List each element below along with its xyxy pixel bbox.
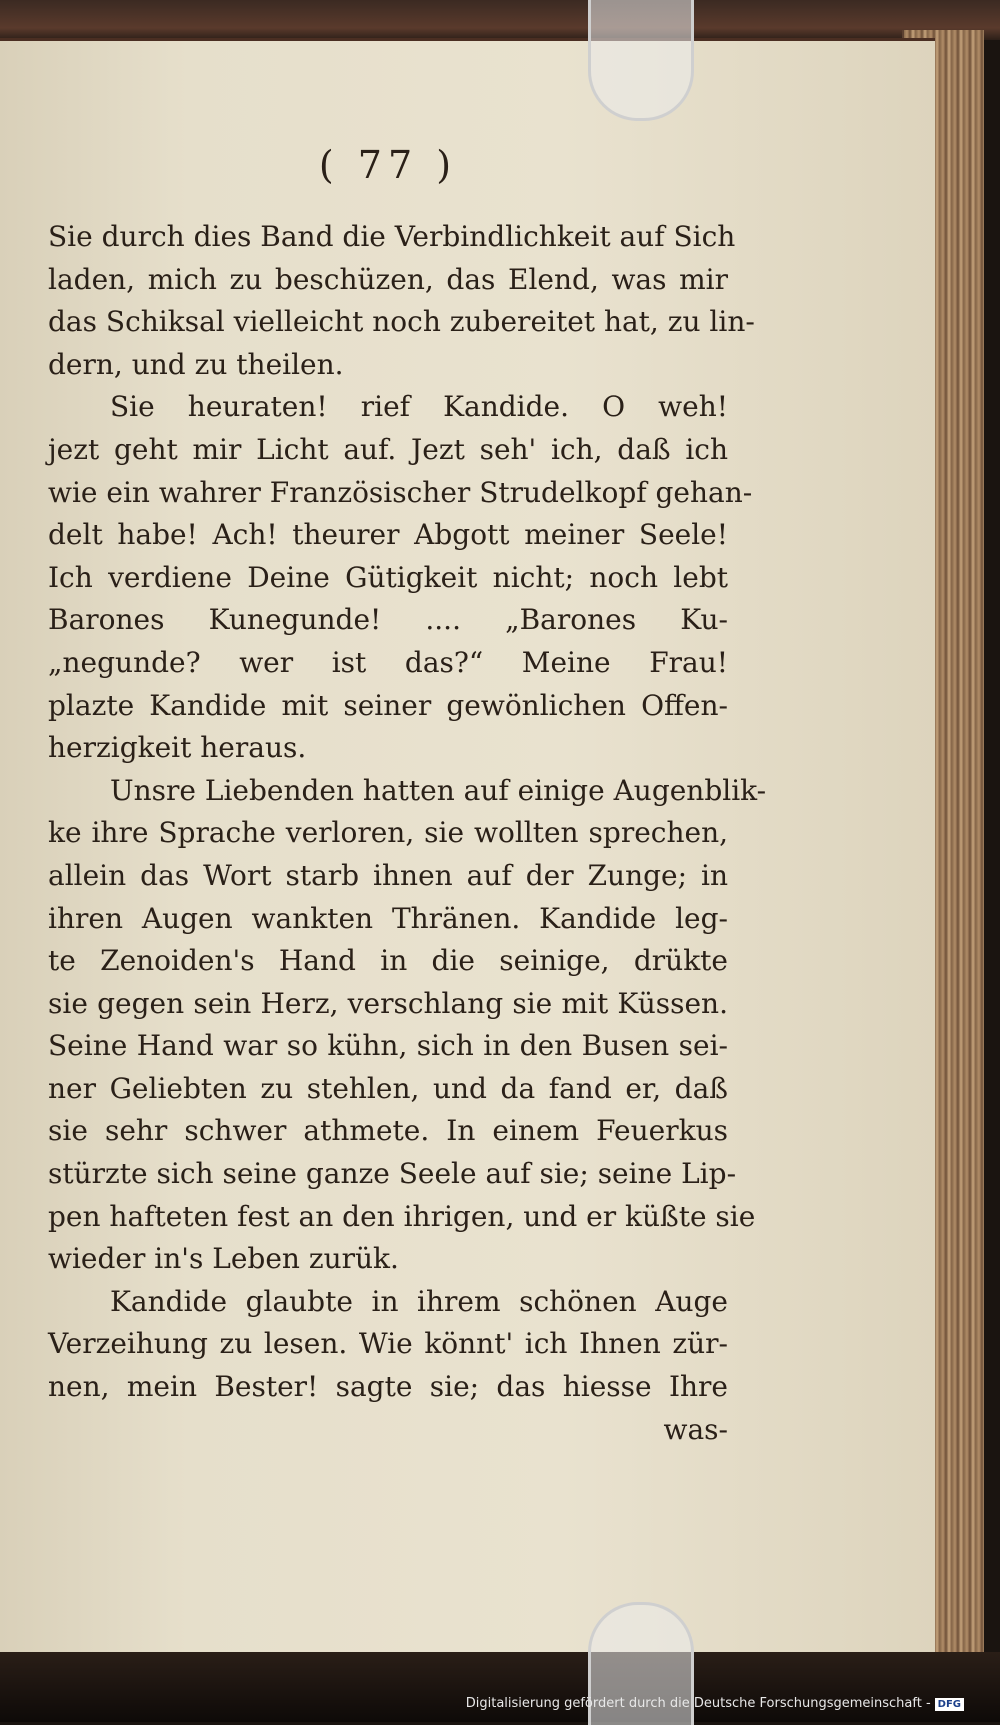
text-line: stürzte sich seine ganze Seele auf sie; seine Lip- — [48, 1157, 737, 1191]
text-line: das Schiksal vielleicht noch zubereitet hat, zu lin- — [48, 305, 755, 339]
page-clip-top — [588, 0, 694, 121]
text-line: Verzeihung zu lesen. Wie könnt' ich Ihnen zür- — [48, 1327, 728, 1361]
text-lines — [48, 216, 767, 1451]
book-cover-bottom — [0, 1652, 1000, 1722]
page-number: ( 77 ) — [318, 143, 458, 187]
text-line: nen, mein Bester! sagte sie; das hiesse Ihre — [48, 1370, 728, 1404]
text-line: ke ihre Sprache verloren, sie wollten sprechen, — [48, 816, 728, 850]
text-line: „negunde? wer ist das?“ Meine Frau! — [48, 645, 728, 679]
text-line: sie sehr schwer athmete. In einem Feuerkus — [48, 1114, 728, 1148]
text-line: wieder in's Leben zurük. — [48, 1242, 399, 1276]
text-line: jezt geht mir Licht auf. Jezt seh' ich, daß ich — [48, 432, 728, 466]
credit-text: Digitalisierung gefördert durch die Deutsche Forschungsgemeinschaft - — [465, 1696, 931, 1711]
text-line: Kandide glaubte in ihrem schönen Auge — [110, 1284, 728, 1318]
text-line: Ich verdiene Deine Gütigkeit nicht; noch lebt — [48, 560, 728, 594]
text-line: plazte Kandide mit seiner gewönlichen Offen- — [48, 688, 728, 722]
text-line: Sie heuraten! rief Kandide. O weh! — [110, 390, 728, 424]
text-line: was- — [663, 1412, 728, 1446]
text-line: pen hafteten fest an den ihrigen, und er küßte sie — [48, 1199, 756, 1233]
digitization-credit — [466, 1696, 964, 1711]
text-line: herzigkeit heraus. — [48, 731, 307, 765]
text-line: wie ein wahrer Französischer Strudelkopf gehan- — [48, 475, 753, 509]
text-line: allein das Wort starb ihnen auf der Zunge; in — [48, 858, 728, 892]
text-line: dern, und zu theilen. — [48, 347, 344, 381]
text-line: Barones Kunegunde! .... „Barones Ku- — [48, 603, 728, 637]
text-line: Unsre Liebenden hatten auf einige Augenblik- — [110, 773, 767, 807]
text-line: delt habe! Ach! theurer Abgott meiner Seele! — [48, 518, 728, 552]
text-line: laden, mich zu beschüzen, das Elend, was mir — [48, 262, 728, 296]
text-line: ihren Augen wankten Thränen. Kandide leg- — [48, 901, 728, 935]
text-line: ner Geliebten zu stehlen, und da fand er, daß — [48, 1071, 728, 1105]
text-line: Seine Hand war so kühn, sich in den Busen sei- — [48, 1029, 728, 1063]
book-cover-top — [0, 0, 1000, 40]
page-text — [48, 142, 767, 1451]
dfg-logo: DFG — [935, 1698, 964, 1711]
text-line: sie gegen sein Herz, verschlang sie mit Küssen. — [48, 986, 728, 1020]
text-line: te Zenoiden's Hand in die seinige, drükte — [48, 944, 728, 978]
text-line: Sie durch dies Band die Verbindlichkeit auf Sich — [48, 220, 736, 253]
